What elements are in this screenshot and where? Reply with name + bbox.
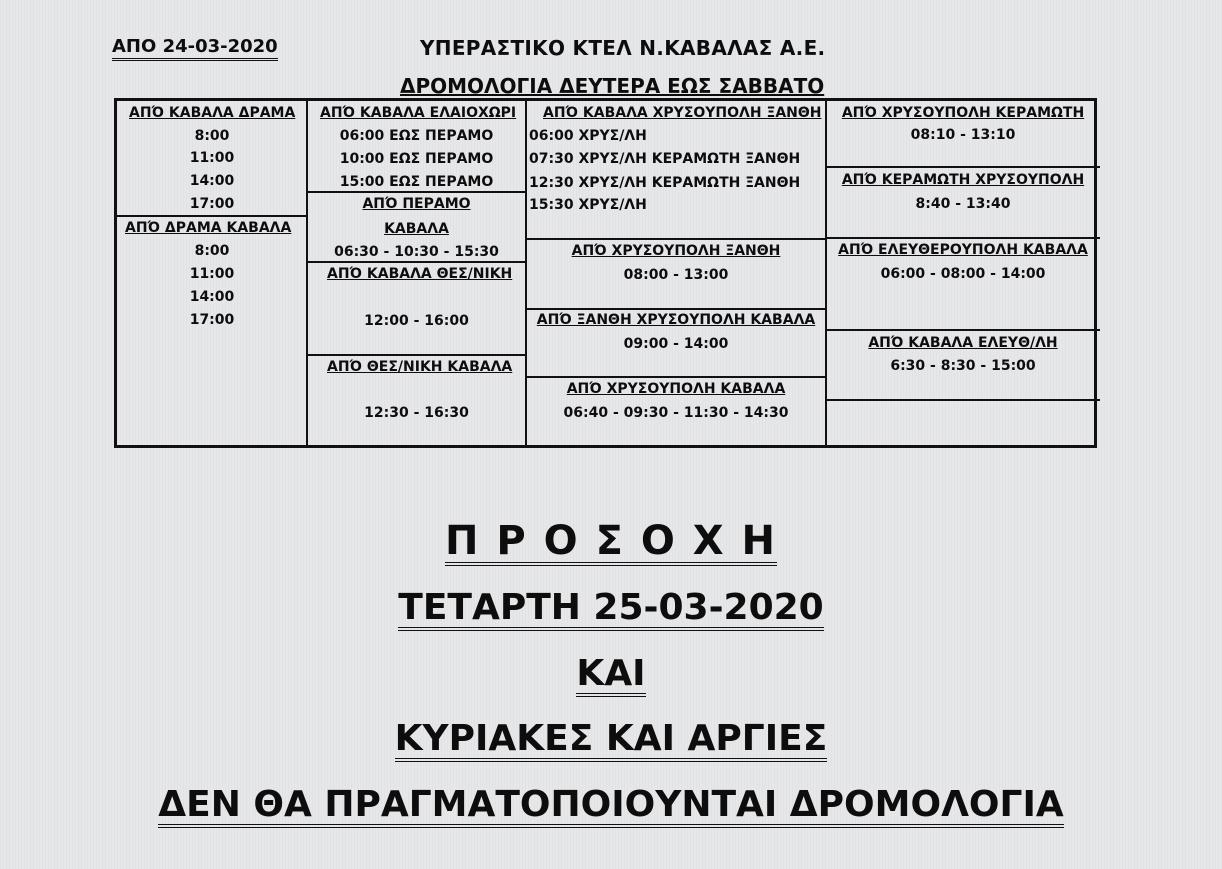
time-item: 07:30 ΧΡΥΣ/ΛΗ ΚΕΡΑΜΩΤΗ ΞΑΝΘΗ [529,151,801,167]
row-divider [307,354,526,356]
notice-date: ΤΕΤΑΡΤΗ 25-03-2020 [0,587,1222,631]
time-item: 06:30 - 10:30 - 15:30 [334,244,499,260]
route-peramo-destination: ΚΑΒΑΛΑ [384,221,449,237]
time-item: 17:00 [189,312,235,328]
time-item: 12:30 - 16:30 [364,405,469,421]
notice-and: ΚΑΙ [0,653,1222,697]
route-thessaloniki-kavala-title: ΑΠΌ ΘΕΣ/ΝΙΚΗ ΚΑΒΑΛΑ [327,359,513,375]
route-chrysoupoli-keramoti-title: ΑΠΌ ΧΡΥΣΟΥΠΟΛΗ ΚΕΡΑΜΩΤΗ [841,105,1085,121]
route-kavala-chrysoupoli-xanthi-title: ΑΠΌ ΚΑΒΑΛΑ ΧΡΥΣΟΥΠΟΛΗ ΞΑΝΘΗ [543,105,822,121]
time-item: 08:00 - 13:00 [623,267,729,283]
time-item: 06:40 - 09:30 - 11:30 - 14:30 [563,405,789,421]
route-peramo-title: ΑΠΌ ΠΕΡΑΜΟ [362,196,471,212]
route-kavala-drama-title: ΑΠΌ ΚΑΒΑΛΑ ΔΡΑΜΑ [129,105,296,121]
row-divider [826,166,1100,168]
time-item: 8:00 [194,243,230,259]
route-chrysoupoli-xanthi-title: ΑΠΌ ΧΡΥΣΟΥΠΟΛΗ ΞΑΝΘΗ [571,243,781,259]
row-divider [826,237,1100,239]
schedule-title: ΔΡΟΜΟΛΟΓΙΑ ΔΕΥΤΕΡΑ ΕΩΣ ΣΑΒΒΑΤΟ [400,74,825,98]
time-item: 11:00 [189,150,235,166]
company-title: ΥΠΕΡΑΣΤΙΚΟ ΚΤΕΛ Ν.ΚΑΒΑΛΑΣ Α.Ε. [420,36,826,60]
date-from: ΑΠΟ 24-03-2020 [112,36,278,61]
time-item: 15:30 ΧΡΥΣ/ΛΗ [529,197,647,213]
route-xanthi-chrysoupoli-kavala-title: ΑΠΌ ΞΑΝΘΗ ΧΡΥΣΟΥΠΟΛΗ ΚΑΒΑΛΑ [536,312,816,328]
time-item: 14:00 [189,289,235,305]
row-divider [307,261,526,263]
route-drama-kavala-title: ΑΠΌ ΔΡΑΜΑ ΚΑΒΑΛΑ [125,220,292,236]
time-item: 6:30 - 8:30 - 15:00 [890,358,1036,374]
schedule-table [114,98,1097,448]
route-eleftheroupoli-kavala-title: ΑΠΌ ΕΛΕΥΘΕΡΟΥΠΟΛΗ ΚΑΒΑΛΑ [838,242,1088,258]
route-kavala-thessaloniki-title: ΑΠΌ ΚΑΒΑΛΑ ΘΕΣ/ΝΙΚΗ [327,266,513,282]
notice-message: ΔΕΝ ΘΑ ΠΡΑΓΜΑΤΟΠΟΙΟΥΝΤΑΙ ΔΡΟΜΟΛΟΓΙΑ [0,784,1222,828]
row-divider [117,215,307,217]
attention-heading: Π Ρ Ο Σ Ο Χ Η [445,518,777,564]
row-divider [526,308,826,310]
time-item: 06:00 ΧΡΥΣ/ΛΗ [529,128,647,144]
time-item: 06:00 - 08:00 - 14:00 [880,266,1046,282]
notice-holidays: ΚΥΡΙΑΚΕΣ ΚΑΙ ΑΡΓΙΕΣ [0,718,1222,762]
route-chrysoupoli-kavala-title: ΑΠΌ ΧΡΥΣΟΥΠΟΛΗ ΚΑΒΑΛΑ [566,381,786,397]
time-item: 15:00 ΕΩΣ ΠΕΡΑΜΟ [339,174,494,190]
time-item: 14:00 [189,173,235,189]
route-kavala-elaiochori-title: ΑΠΌ ΚΑΒΑΛΑ ΕΛΑΙΟΧΩΡΙ [320,105,517,121]
time-item: 12:30 ΧΡΥΣ/ΛΗ ΚΕΡΑΜΩΤΗ ΞΑΝΘΗ [529,175,801,191]
route-kavala-eleftheroupoli-title: ΑΠΌ ΚΑΒΑΛΑ ΕΛΕΥΘ/ΛΗ [868,335,1058,351]
row-divider [826,399,1100,401]
row-divider [307,191,526,193]
time-item: 12:00 - 16:00 [364,313,469,329]
time-item: 8:00 [194,128,230,144]
row-divider [526,376,826,378]
time-item: 8:40 - 13:40 [915,196,1011,212]
route-keramoti-chrysoupoli-title: ΑΠΌ ΚΕΡΑΜΩΤΗ ΧΡΥΣΟΥΠΟΛΗ [841,172,1085,188]
time-item: 08:10 - 13:10 [910,127,1016,143]
time-item: 10:00 ΕΩΣ ΠΕΡΑΜΟ [339,151,494,167]
time-item: 17:00 [189,196,235,212]
time-item: 06:00 ΕΩΣ ΠΕΡΑΜΟ [339,128,494,144]
row-divider [526,238,826,240]
time-item: 11:00 [189,266,235,282]
time-item: 09:00 - 14:00 [623,336,729,352]
row-divider [826,329,1100,331]
